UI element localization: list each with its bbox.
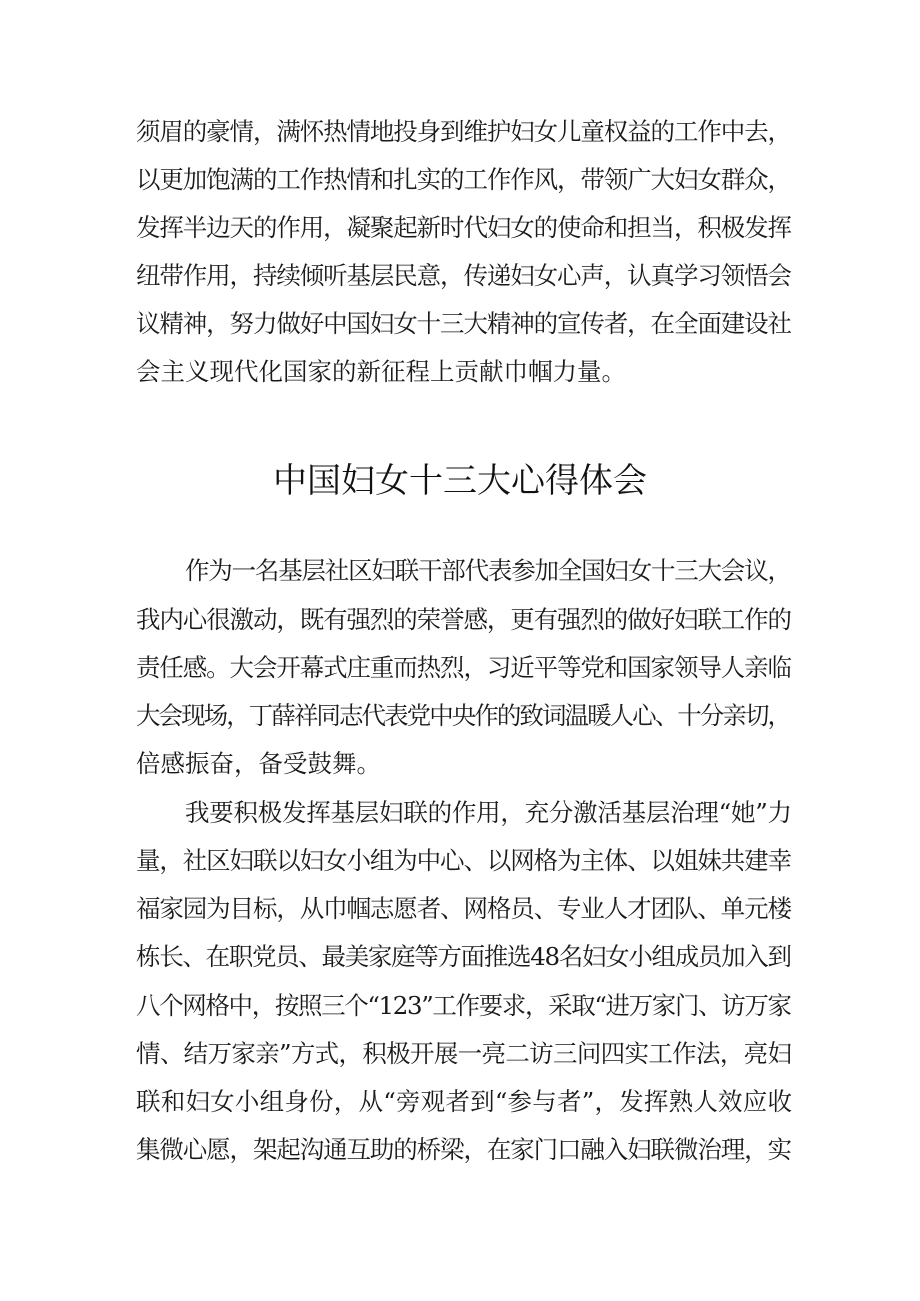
body-line [0,1082,920,1122]
body-line-text: 倍感振奋，备受鼓舞。 [136,749,381,778]
body-line-text: 情、结万家亲”方式，积极开展一亮二访三问四实工作法，亮妇 [136,1039,792,1068]
body-line-text: 以更加饱满的工作热情和扎实的工作作风，带领广大妇女群众， [136,165,791,194]
body-line-text: 我要积极发挥基层妇联的作用，充分激活基层治理“她”力 [185,798,792,827]
body-line-text: 集微心愿，架起沟通互助的桥梁，在家门口融入妇联微治理，实 [136,1135,791,1164]
body-line-text: 联和妇女小组身份，从“旁观者到“参与者”，发挥熟人效应收 [136,1087,793,1116]
body-line-text: 发挥半边天的作用，凝聚起新时代妇女的使命和担当，积极发挥 [136,213,791,242]
section-title: 中国妇女十三大心得体会 [273,461,647,501]
body-line [0,160,920,200]
body-line-text: 大会现场，丁薛祥同志代表党中央作的致词温暖人心、十分亲切， [136,701,791,730]
body-line [0,112,920,152]
body-line-text: 八个网格中，按照三个“123”工作要求，采取“进万家门、访万家 [136,991,791,1020]
body-line [0,600,920,640]
body-line [0,841,920,881]
body-line [0,744,920,784]
body-line [0,986,920,1026]
body-line [0,696,920,736]
body-line-text: 纽带作用，持续倾听基层民意，传递妇女心声，认真学习领悟会 [136,261,791,290]
body-line [0,648,920,688]
body-line [0,352,920,392]
body-line-text: 作为一名基层社区妇联干部代表参加全国妇女十三大会议， [185,556,791,585]
body-line [0,889,920,929]
body-line [0,937,920,977]
body-line-text: 我内心很激动，既有强烈的荣誉感，更有强烈的做好妇联工作的 [136,605,791,634]
body-line-text: 议精神，努力做好中国妇女十三大精神的宣传者，在全面建设社 [136,309,791,338]
body-line-text: 会主义现代化国家的新征程上贡献巾帼力量。 [136,357,626,386]
body-line-text: 须眉的豪情，满怀热情地投身到维护妇女儿童权益的工作中去， [136,117,791,146]
body-line-text: 责任感。大会开幕式庄重而热烈，习近平等党和国家领导人亲临 [136,653,791,682]
body-line-text: 福家园为目标，从巾帼志愿者、网格员、专业人才团队、单元楼 [136,894,791,923]
body-line-text: 量，社区妇联以妇女小组为中心、以网格为主体、以姐妹共建幸 [136,846,791,875]
body-line [0,1130,920,1170]
body-line [0,1034,920,1074]
body-line [0,208,920,248]
body-line-text: 栋长、在职党员、最美家庭等方面推选48名妇女小组成员加入到 [136,942,791,971]
body-line [0,304,920,344]
body-line [0,551,920,591]
body-line [0,793,920,833]
body-line [0,256,920,296]
